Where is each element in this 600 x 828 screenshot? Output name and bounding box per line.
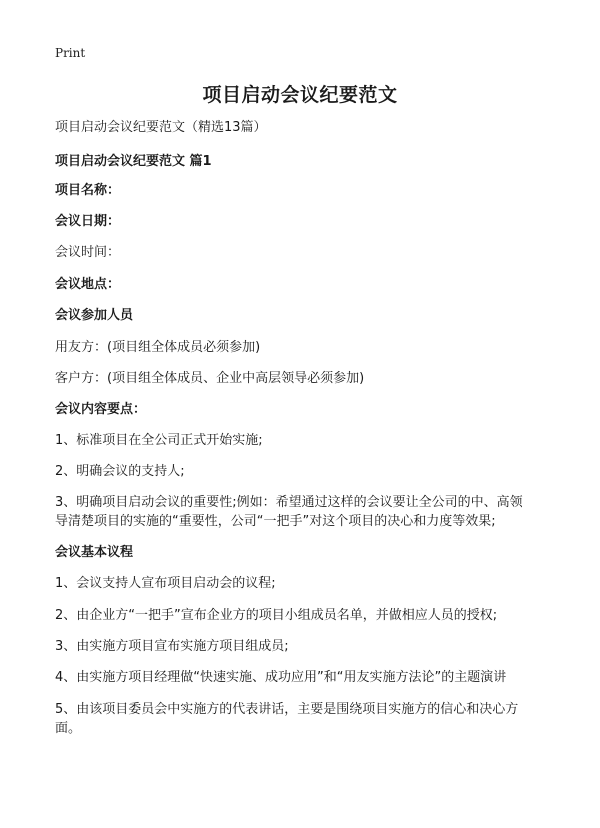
meeting-location-label: 会议地点： [55, 277, 121, 292]
key-point-3-line-1: 3、明确项目启动会议的重要性;例如：希望通过这样的会议要让全公司的中、高领 [55, 495, 523, 510]
participant-client-side: 客户方：(项目组全体成员、企业中高层领导必须参加) [55, 371, 365, 386]
key-points-heading: 会议内容要点： [55, 402, 147, 417]
agenda-item-4: 4、由实施方项目经理做“快速实施、成功应用”和“用友实施方法论”的主题演讲 [55, 670, 507, 685]
meeting-date-label: 会议日期： [55, 214, 121, 229]
agenda-item-5-line-2: 面。 [55, 721, 82, 736]
section-heading: 项目启动会议纪要范文 篇1 [55, 154, 212, 169]
document-subtitle: 项目启动会议纪要范文（精选13篇） [55, 120, 267, 135]
agenda-item-2: 2、由企业方“一把手”宣布企业方的项目小组成员名单，并做相应人员的授权; [55, 608, 498, 623]
key-point-2: 2、明确会议的支持人; [55, 464, 185, 479]
key-point-3-line-2: 导清楚项目的实施的“重要性，公司“一把手”对这个项目的决心和力度等效果; [55, 514, 496, 529]
agenda-item-3: 3、由实施方项目宣布实施方项目组成员; [55, 639, 289, 654]
participant-user-side: 用友方：(项目组全体成员必须参加) [55, 340, 261, 355]
print-link[interactable]: Print [55, 46, 86, 60]
agenda-heading: 会议基本议程 [55, 545, 134, 560]
project-name-label: 项目名称： [55, 183, 121, 198]
meeting-time-label: 会议时间： [55, 245, 121, 260]
key-point-1: 1、标准项目在全公司正式开始实施; [55, 433, 263, 448]
participants-heading: 会议参加人员 [55, 308, 134, 323]
agenda-item-5-line-1: 5、由该项目委员会中实施方的代表讲话，主要是围绕项目实施方的信心和决心方 [55, 702, 519, 717]
agenda-item-1: 1、会议支持人宣布项目启动会的议程; [55, 576, 276, 591]
document-title: 项目启动会议纪要范文 [202, 84, 398, 106]
